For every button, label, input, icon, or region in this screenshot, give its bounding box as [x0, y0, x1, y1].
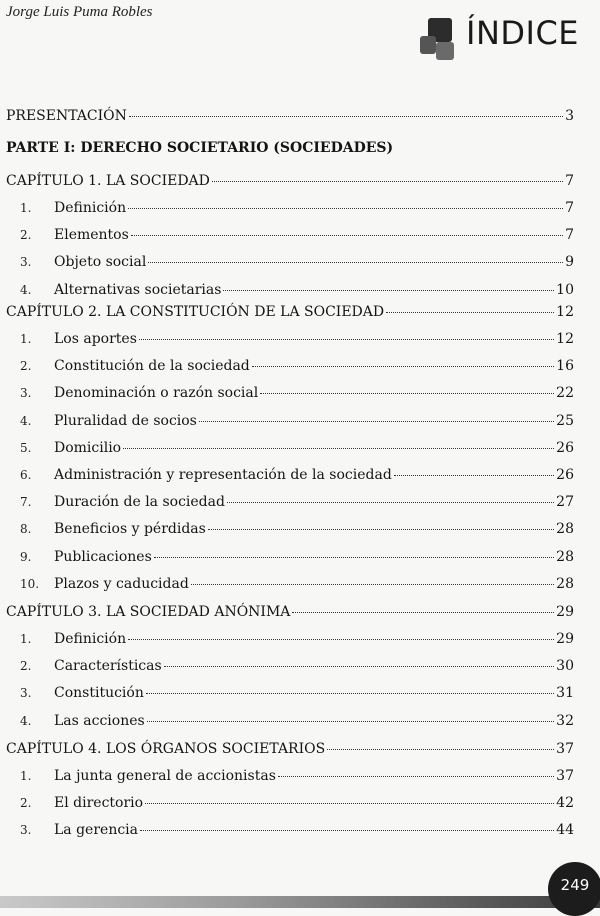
entry-page-number: 32 — [556, 713, 574, 729]
item-number: 1. — [20, 201, 32, 215]
dot-leader — [278, 762, 554, 777]
entry-page-number: 28 — [556, 576, 574, 592]
entry-label: Elementos — [54, 227, 129, 243]
entry-page-number: 12 — [556, 304, 574, 320]
entry-page-number: 28 — [556, 549, 574, 565]
entry-label: Denominación o razón social — [54, 385, 259, 401]
dot-leader — [154, 543, 554, 558]
item-number: 1. — [20, 769, 32, 783]
entry-page-number: 22 — [556, 385, 574, 401]
entry-label: La junta general de accionistas — [54, 768, 276, 784]
entry-label: Las acciones — [54, 713, 145, 729]
entry-page-number: 26 — [556, 440, 574, 456]
entry-label: Definición — [54, 200, 127, 216]
dot-leader — [292, 598, 554, 613]
dot-leader — [386, 298, 554, 313]
entry-label: CAPÍTULO 4. LOS ÓRGANOS SOCIETARIOS — [6, 741, 326, 757]
entry-page-number: 10 — [556, 282, 574, 298]
entry-label: Alternativas societarias — [54, 282, 222, 298]
dot-leader — [145, 789, 554, 804]
item-number: 8. — [20, 522, 32, 536]
entry-label: CAPÍTULO 2. LA CONSTITUCIÓN DE LA SOCIEDAD — [6, 304, 385, 320]
toc-chapter-4[interactable] — [0, 738, 600, 760]
toc-item-1-1[interactable] — [0, 197, 600, 219]
entry-label: PRESENTACIÓN — [6, 108, 127, 124]
entry-label: CAPÍTULO 3. LA SOCIEDAD ANÓNIMA — [6, 604, 291, 620]
entry-page-number: 16 — [556, 358, 574, 374]
dot-leader — [223, 276, 554, 291]
item-number: 7. — [20, 495, 32, 509]
entry-label: CAPÍTULO 1. LA SOCIEDAD — [6, 173, 210, 189]
dot-leader — [260, 379, 554, 394]
item-number: 3. — [20, 386, 32, 400]
entry-label: Definición — [54, 631, 127, 647]
item-number: 4. — [20, 414, 32, 428]
dot-leader — [148, 248, 563, 263]
toc-item-4-2[interactable] — [0, 792, 600, 814]
stacked-squares-icon — [418, 16, 458, 62]
dot-leader — [123, 434, 554, 449]
toc-chapter-2[interactable] — [0, 301, 600, 323]
entry-label: Objeto social — [54, 254, 147, 270]
item-number: 10. — [20, 577, 40, 591]
dot-leader — [140, 816, 554, 831]
dot-leader — [208, 515, 554, 530]
footer-bar — [0, 896, 600, 908]
dot-leader — [394, 461, 554, 476]
entry-page-number: 3 — [565, 108, 574, 124]
entry-label: Características — [54, 658, 162, 674]
entry-label: Los aportes — [54, 331, 137, 347]
entry-page-number: 42 — [556, 795, 574, 811]
toc-item-2-7[interactable] — [0, 491, 600, 513]
toc-item-2-10[interactable] — [0, 573, 600, 595]
entry-label: Publicaciones — [54, 549, 152, 565]
dot-leader — [227, 488, 554, 503]
item-number: 2. — [20, 659, 32, 673]
item-number: 6. — [20, 468, 32, 482]
entry-label: Duración de la sociedad — [54, 494, 225, 510]
entry-page-number: 37 — [556, 768, 574, 784]
toc-item-2-5[interactable] — [0, 437, 600, 459]
dot-leader — [191, 570, 554, 585]
entry-label: Domicilio — [54, 440, 122, 456]
item-number: 2. — [20, 796, 32, 810]
toc-item-1-2[interactable] — [0, 224, 600, 246]
entry-label: Plazos y caducidad — [54, 576, 189, 592]
entry-label: Pluralidad de socios — [54, 413, 197, 429]
entry-label: Administración y representación de la sociedad — [54, 467, 392, 483]
dot-leader — [139, 325, 554, 340]
entry-page-number: 44 — [556, 822, 574, 838]
toc-item-2-6[interactable] — [0, 464, 600, 486]
dot-leader — [128, 194, 563, 209]
entry-label: Constitución — [54, 685, 144, 701]
item-number: 3. — [20, 686, 32, 700]
entry-page-number: 28 — [556, 521, 574, 537]
entry-page-number: 26 — [556, 467, 574, 483]
entry-page-number: 29 — [556, 631, 574, 647]
toc-item-3-4[interactable] — [0, 710, 600, 732]
toc-item-2-2[interactable] — [0, 355, 600, 377]
toc-item-2-4[interactable] — [0, 410, 600, 432]
entry-page-number: 27 — [556, 494, 574, 510]
entry-page-number: 12 — [556, 331, 574, 347]
toc-item-3-2[interactable] — [0, 655, 600, 677]
item-number: 1. — [20, 332, 32, 346]
entry-page-number: 9 — [565, 254, 574, 270]
item-number: 2. — [20, 228, 32, 242]
entry-page-number: 37 — [556, 741, 574, 757]
entry-label: Constitución de la sociedad — [54, 358, 250, 374]
dot-leader — [129, 102, 563, 117]
toc-item-2-1[interactable] — [0, 328, 600, 350]
dot-leader — [212, 167, 563, 182]
item-number: 1. — [20, 632, 32, 646]
dot-leader — [146, 679, 554, 694]
item-number: 3. — [20, 823, 32, 837]
toc-item-4-3[interactable] — [0, 819, 600, 841]
dot-leader — [164, 652, 554, 667]
entry-page-number: 7 — [565, 200, 574, 216]
toc-item-3-3[interactable] — [0, 682, 600, 704]
item-number: 3. — [20, 255, 32, 269]
item-number: 2. — [20, 359, 32, 373]
dot-leader — [147, 707, 554, 722]
item-number: 5. — [20, 441, 32, 455]
entry-page-number: 7 — [565, 173, 574, 189]
toc-item-1-3[interactable] — [0, 251, 600, 273]
part-heading: PARTE I: DERECHO SOCIETARIO (SOCIEDADES) — [6, 140, 394, 156]
toc-item-4-1[interactable] — [0, 765, 600, 787]
toc-chapter-1[interactable] — [0, 170, 600, 192]
entry-page-number: 30 — [556, 658, 574, 674]
page-title: ÍNDICE — [466, 14, 580, 52]
entry-page-number: 25 — [556, 413, 574, 429]
entry-label: Beneficios y pérdidas — [54, 521, 206, 537]
toc-entry-presentacion[interactable] — [0, 105, 600, 127]
page-number-badge: 249 — [548, 862, 600, 916]
item-number: 4. — [20, 714, 32, 728]
entry-label: El directorio — [54, 795, 144, 811]
entry-label: La gerencia — [54, 822, 138, 838]
dot-leader — [128, 625, 554, 640]
toc-chapter-3[interactable] — [0, 601, 600, 623]
entry-page-number: 7 — [565, 227, 574, 243]
toc-item-2-9[interactable] — [0, 546, 600, 568]
toc-item-2-3[interactable] — [0, 382, 600, 404]
entry-page-number: 31 — [556, 685, 574, 701]
dot-leader — [327, 735, 554, 750]
dot-leader — [199, 407, 554, 422]
entry-page-number: 29 — [556, 604, 574, 620]
running-header-author: Jorge Luis Puma Robles — [6, 4, 153, 20]
dot-leader — [131, 221, 563, 236]
toc-item-3-1[interactable] — [0, 628, 600, 650]
dot-leader — [252, 352, 554, 367]
toc-item-2-8[interactable] — [0, 518, 600, 540]
item-number: 4. — [20, 283, 32, 297]
item-number: 9. — [20, 550, 32, 564]
